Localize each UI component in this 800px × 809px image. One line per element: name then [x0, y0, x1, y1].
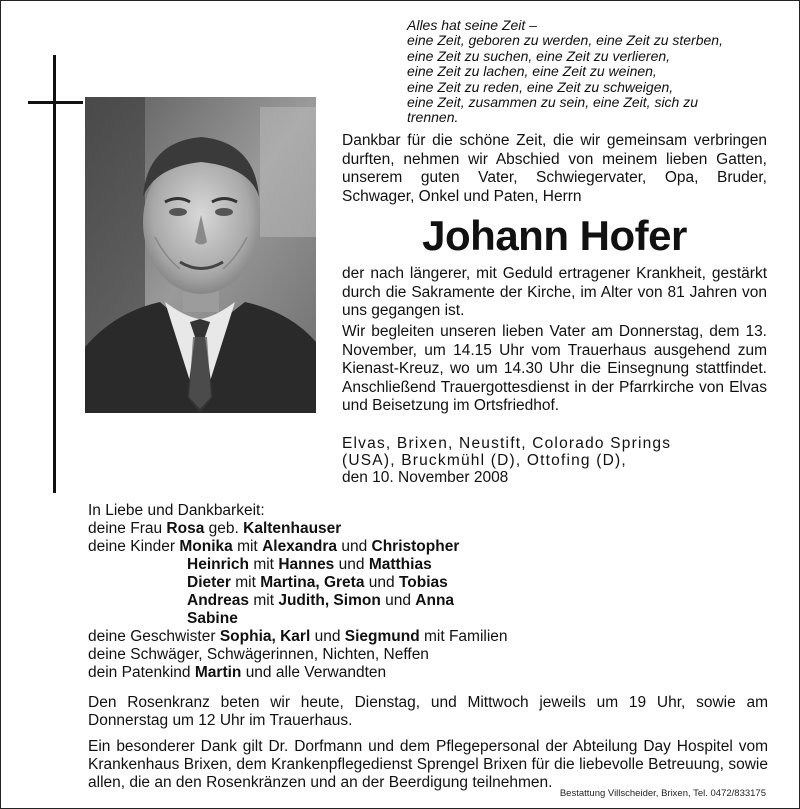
child-and: und — [368, 574, 395, 591]
funeral-paragraph: Wir begleiten unseren lieben Vater am Donnerstag, dem 13. November, um 14.15 Uhr vom Trauerhaus ausgehend zum Kienast-Kreuz, wo um 14.30 Uhr die Einsegnung stattfindet. Anschließend Trauergottesdienst in der Pfarrkirche von Elvas und Beisetzung im Ortsfriedhof. — [342, 323, 767, 414]
siblings-line — [88, 628, 768, 646]
illness-paragraph: der nach längerer, mit Geduld ertragener Krankheit, gestärkt durch die Sakramente der Kirche, im Alter von 81 Jahren von uns gegangen ist. — [342, 265, 767, 319]
child-with: mit — [253, 592, 275, 609]
child-with: mit — [237, 538, 258, 555]
intro-paragraph: Dankbar für die schöne Zeit, die wir gemeinsam verbringen durften, nehmen wir Abschied von meinem lieben Gatten, unserem guten Vater, Schwiegervater, Opa, Bruder, Schwager, Onkel und Paten, Herrn — [342, 132, 767, 205]
mourners-heading: In Liebe und Dankbarkeit: — [88, 502, 265, 519]
funeral-home-credit: Bestattung Villscheider, Brixen, Tel. 0472/833175 — [559, 788, 766, 799]
child-with: mit — [235, 574, 256, 591]
godchild-name: Martin — [194, 664, 242, 681]
poem-line: Alles hat seine Zeit – — [407, 17, 537, 33]
child-line — [88, 574, 768, 592]
thanks-paragraph: Ein besonderer Dank gilt Dr. Dorfmann und dem Pflegepersonal der Abteilung Day Hospitel vom Krankenhaus Brixen, dem Krankenpflegedienst Sprengel Brixen für die liebevolle Betreuung, sowie allen, die an den Rosenkränzen und an der Beerdigung teilnehmen. — [88, 738, 768, 791]
siblings-suffix: mit Familien — [424, 628, 508, 645]
child-and: und — [341, 538, 368, 555]
sibling-names: Sophia, Karl — [219, 628, 311, 645]
children-label: deine Kinder — [88, 538, 176, 555]
child-and: und — [385, 592, 411, 609]
child-name: Andreas — [187, 592, 250, 609]
grandchild-names: Hannes — [278, 556, 335, 573]
poem-line: eine Zeit, geboren zu werden, eine Zeit zu sterben, — [407, 32, 723, 49]
godchild-line — [88, 664, 768, 682]
child-name: Monika — [179, 538, 233, 555]
places-and-date — [342, 435, 767, 486]
cross-icon-bar — [28, 101, 83, 104]
notice-date: den 10. November 2008 — [342, 469, 509, 486]
wife-line — [88, 520, 768, 538]
deceased-name: Johann Hofer — [422, 212, 687, 259]
poem-line: eine Zeit zu suchen, eine Zeit zu verlieren, — [407, 47, 671, 64]
grandchild-name: Christopher — [371, 538, 460, 555]
portrait-photo — [85, 97, 316, 413]
child-line — [88, 556, 768, 574]
grandchild-name: Matthias — [368, 556, 432, 573]
cross-icon — [53, 55, 56, 493]
wife-mid: geb. — [208, 520, 239, 537]
wife-maiden-name: Kaltenhauser — [243, 520, 342, 537]
siblings-prefix: deine Geschwister — [88, 628, 216, 645]
child-line — [88, 610, 768, 628]
poem-line: eine Zeit zu lachen, eine Zeit zu weinen, — [407, 63, 657, 80]
wife-prefix: deine Frau — [88, 520, 163, 537]
poem-line: trennen. — [407, 109, 459, 126]
grandchild-name: Anna — [415, 592, 455, 609]
child-line — [88, 538, 768, 556]
places-line: Elvas, Brixen, Neustift, Colorado Springs — [342, 435, 672, 452]
child-name: Heinrich — [187, 556, 250, 573]
child-line — [88, 592, 768, 610]
mourners-list — [88, 502, 768, 682]
poem — [407, 18, 787, 126]
godchild-prefix: dein Patenkind — [88, 664, 191, 681]
grandchild-names: Judith, Simon — [278, 592, 381, 609]
sibling-name: Siegmund — [344, 628, 420, 645]
child-and: und — [338, 556, 365, 573]
poem-line: eine Zeit zu reden, eine Zeit zu schweigen, — [407, 78, 674, 95]
grandchild-name: Tobias — [398, 574, 448, 591]
godchild-suffix: und alle Verwandten — [245, 664, 387, 681]
wife-name: Rosa — [166, 520, 205, 537]
child-with: mit — [253, 556, 274, 573]
child-name: Sabine — [187, 610, 238, 627]
child-name: Dieter — [187, 574, 231, 591]
siblings-and: und — [314, 628, 341, 645]
in-laws-line: deine Schwäger, Schwägerinnen, Nichten, Neffen — [88, 646, 429, 663]
places-line: (USA), Bruckmühl (D), Ottofing (D), — [342, 452, 627, 469]
poem-line: eine Zeit, zusammen zu sein, eine Zeit, sich zu — [407, 94, 699, 111]
rosary-paragraph: Den Rosenkranz beten wir heute, Dienstag, und Mittwoch jeweils um 19 Uhr, sowie am Donnerstag um 12 Uhr im Trauerhaus. — [88, 694, 768, 729]
grandchild-names: Martina, Greta — [260, 574, 365, 591]
grandchild-names: Alexandra — [262, 538, 338, 555]
